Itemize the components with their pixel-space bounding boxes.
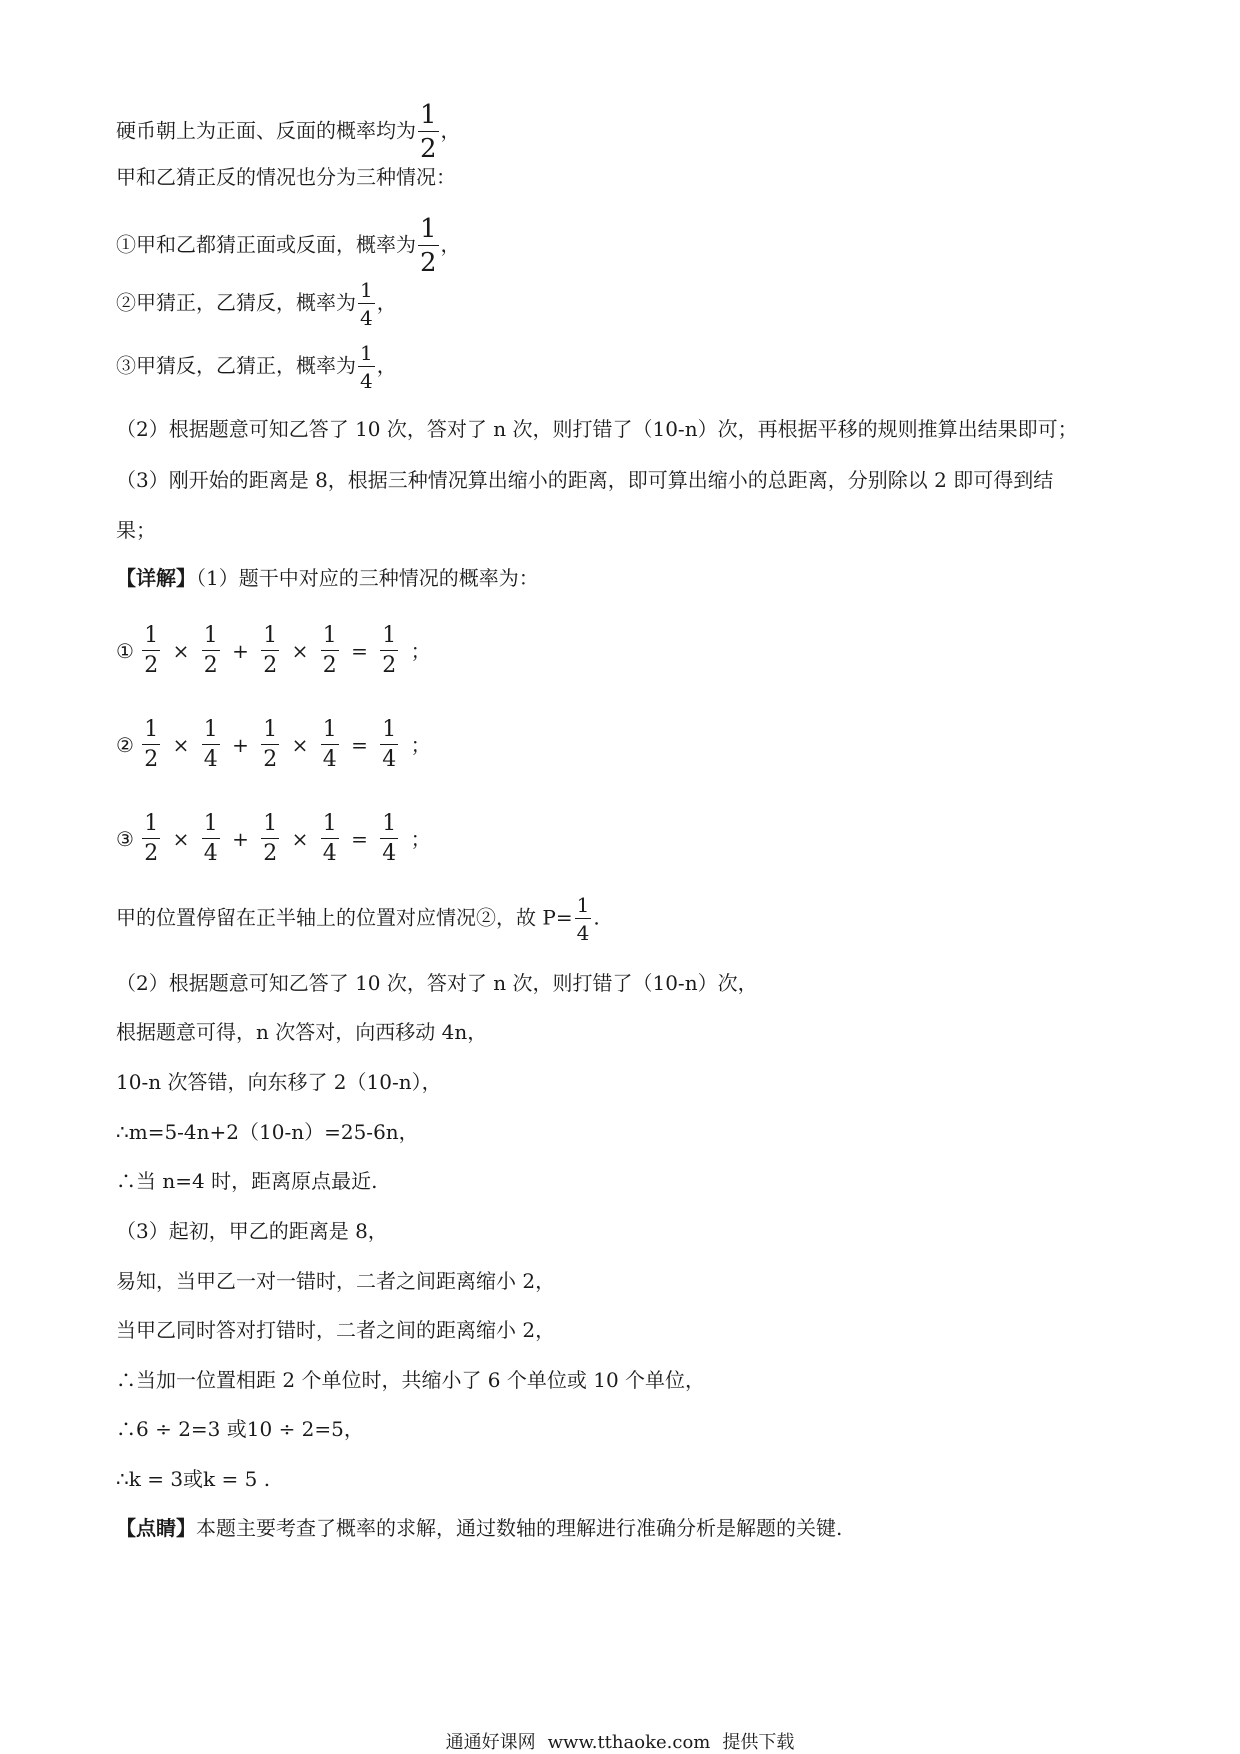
circled-number: ①	[116, 232, 136, 257]
fraction-denominator: 2	[263, 653, 278, 678]
fraction-numerator: 1	[202, 625, 220, 651]
fraction-numerator: 1	[380, 625, 398, 651]
fraction-denominator: 2	[144, 653, 159, 678]
part-3-line-3: 当甲乙同时答对打错时，二者之间的距离缩小 2，	[116, 1318, 556, 1342]
fraction	[358, 343, 375, 391]
punctuation: ；	[410, 827, 431, 851]
case-1-line	[116, 216, 461, 276]
conclusion-part-1	[116, 895, 600, 943]
equation-3	[116, 813, 435, 865]
page-footer	[0, 1734, 1240, 1752]
comment-text: 本题主要考查了概率的求解，通过数轴的理解进行准确分析是解题的关键.	[196, 1516, 843, 1540]
fraction-numerator: 1	[420, 214, 437, 244]
fraction-denominator: 2	[263, 747, 278, 772]
fraction-denominator: 4	[382, 747, 397, 772]
punctuation: ，	[376, 353, 397, 378]
fraction-denominator: 2	[203, 653, 218, 678]
fraction-numerator: 1	[202, 813, 220, 839]
fraction	[142, 719, 160, 771]
coin-line-text: 硬币朝上为正面、反面的概率均为	[116, 118, 416, 143]
analysis-part-2: （2）根据题意可知乙答了 10 次，答对了 n 次，则打错了（10-n）次，再根据平移的规则推算出结果即可；	[116, 417, 1078, 441]
fraction-numerator: 1	[321, 813, 339, 839]
fraction-denominator: 4	[322, 747, 337, 772]
operator: ×	[291, 827, 309, 851]
part-3-line-2: 易知，当甲乙一对一错时，二者之间距离缩小 2，	[116, 1269, 556, 1293]
solution-heading	[116, 568, 539, 588]
fraction-denominator: 4	[576, 921, 590, 945]
circled-number: ①	[116, 639, 134, 663]
fraction-denominator: 4	[360, 369, 373, 393]
part-2-line-1: （2）根据题意可知乙答了 10 次，答对了 n 次，则打错了（10-n）次，	[116, 971, 758, 995]
operator: ×	[291, 639, 309, 663]
analysis-part-3: （3）刚开始的距离是 8，根据三种情况算出缩小的距离，即可算出缩小的总距离，分别除以 2 即可得到结	[116, 468, 1054, 492]
punctuation: ，	[440, 118, 461, 143]
operator: ×	[291, 733, 309, 757]
punctuation: ；	[410, 733, 431, 757]
circled-number: ③	[116, 353, 136, 378]
footer-url: www.tthaoke.com	[547, 1732, 711, 1753]
fraction	[380, 813, 398, 865]
part-2-line-3: 10-n 次答错，向东移了 2（10-n），	[116, 1070, 442, 1094]
operator: +	[232, 827, 249, 851]
fraction-numerator: 1	[380, 719, 398, 745]
fraction-denominator: 2	[382, 653, 397, 678]
fraction-numerator: 1	[142, 625, 160, 651]
case-text: 甲猜正，乙猜反，概率为	[136, 290, 356, 315]
fraction-numerator: 1	[321, 625, 339, 651]
fraction-denominator: 4	[203, 841, 218, 866]
punctuation: ，	[440, 232, 461, 257]
fraction	[380, 719, 398, 771]
fraction	[261, 813, 279, 865]
punctuation: ；	[410, 639, 431, 663]
fraction	[261, 719, 279, 771]
circled-number: ②	[116, 290, 136, 315]
footer-site-name: 通通好课网	[445, 1732, 536, 1753]
part-2-line-2: 根据题意可得，n 次答对，向西移动 4n，	[116, 1020, 488, 1044]
fraction-numerator: 1	[321, 719, 339, 745]
fraction-numerator: 1	[360, 278, 373, 302]
fraction-numerator: 1	[142, 813, 160, 839]
fraction	[202, 813, 220, 865]
part-3-line-5: ∴6 ÷ 2=3 或10 ÷ 2=5，	[116, 1417, 364, 1441]
footer-suffix: 提供下载	[722, 1732, 795, 1753]
equation-2	[116, 719, 435, 771]
fraction	[418, 216, 439, 276]
part-3-line-6: ∴k = 3或k = 5 .	[116, 1467, 271, 1491]
circled-number: ③	[116, 827, 134, 851]
fraction-denominator: 2	[144, 747, 159, 772]
fraction-numerator: 1	[420, 100, 437, 130]
solution-label: 【详解】	[116, 566, 196, 590]
equation-1	[116, 625, 435, 677]
fraction-numerator: 1	[576, 893, 590, 917]
fraction-numerator: 1	[261, 813, 279, 839]
fraction-denominator: 2	[420, 134, 437, 164]
part-3-line-4: ∴当加一位置相距 2 个单位时，共缩小了 6 个单位或 10 个单位，	[116, 1368, 706, 1392]
part-2-line-4: ∴m=5-4n+2（10-n）=25-6n，	[116, 1120, 419, 1144]
fraction	[202, 719, 220, 771]
fraction-numerator: 1	[261, 625, 279, 651]
operator: +	[232, 733, 249, 757]
fraction	[321, 813, 339, 865]
fraction	[142, 625, 160, 677]
punctuation: ，	[376, 290, 397, 315]
operator: +	[232, 639, 249, 663]
fraction-denominator: 4	[360, 306, 373, 330]
fraction	[321, 625, 339, 677]
fraction-denominator: 2	[322, 653, 337, 678]
part-2-line-5: ∴当 n=4 时，距离原点最近.	[116, 1169, 378, 1193]
fraction	[418, 102, 439, 162]
coin-probability-line	[116, 102, 461, 162]
part-3-line-1: （3）起初，甲乙的距离是 8，	[116, 1219, 388, 1243]
operator: ×	[172, 827, 190, 851]
fraction-denominator: 4	[203, 747, 218, 772]
fraction-numerator: 1	[142, 719, 160, 745]
operator: ×	[172, 639, 190, 663]
fraction-numerator: 1	[261, 719, 279, 745]
operator: =	[351, 639, 368, 663]
operator: =	[351, 827, 368, 851]
analysis-part-3-cont: 果；	[116, 518, 156, 542]
operator: =	[351, 733, 368, 757]
conclusion-text: 甲的位置停留在正半轴上的位置对应情况②，故 P=	[116, 905, 573, 930]
fraction-numerator: 1	[360, 341, 373, 365]
fraction-denominator: 4	[322, 841, 337, 866]
operator: ×	[172, 733, 190, 757]
fraction	[261, 625, 279, 677]
fraction-denominator: 2	[420, 248, 437, 278]
fraction-denominator: 2	[144, 841, 159, 866]
fraction-numerator: 1	[202, 719, 220, 745]
solution-heading-text: （1）题干中对应的三种情况的概率为：	[196, 566, 539, 590]
fraction	[380, 625, 398, 677]
comment-label: 【点睛】	[116, 1516, 196, 1540]
case-2-line	[116, 280, 397, 328]
fraction-denominator: 2	[263, 841, 278, 866]
case-text: 甲和乙都猜正面或反面，概率为	[136, 232, 416, 257]
fraction	[142, 813, 160, 865]
comment-line	[116, 1518, 842, 1538]
fraction	[575, 895, 592, 943]
circled-number: ②	[116, 733, 134, 757]
fraction	[202, 625, 220, 677]
case-text: 甲猜反，乙猜正，概率为	[136, 353, 356, 378]
fraction	[358, 280, 375, 328]
fraction-denominator: 4	[382, 841, 397, 866]
punctuation: .	[593, 905, 600, 930]
fraction	[321, 719, 339, 771]
fraction-numerator: 1	[380, 813, 398, 839]
guess-intro-line: 甲和乙猜正反的情况也分为三种情况：	[116, 165, 456, 189]
case-3-line	[116, 343, 397, 391]
